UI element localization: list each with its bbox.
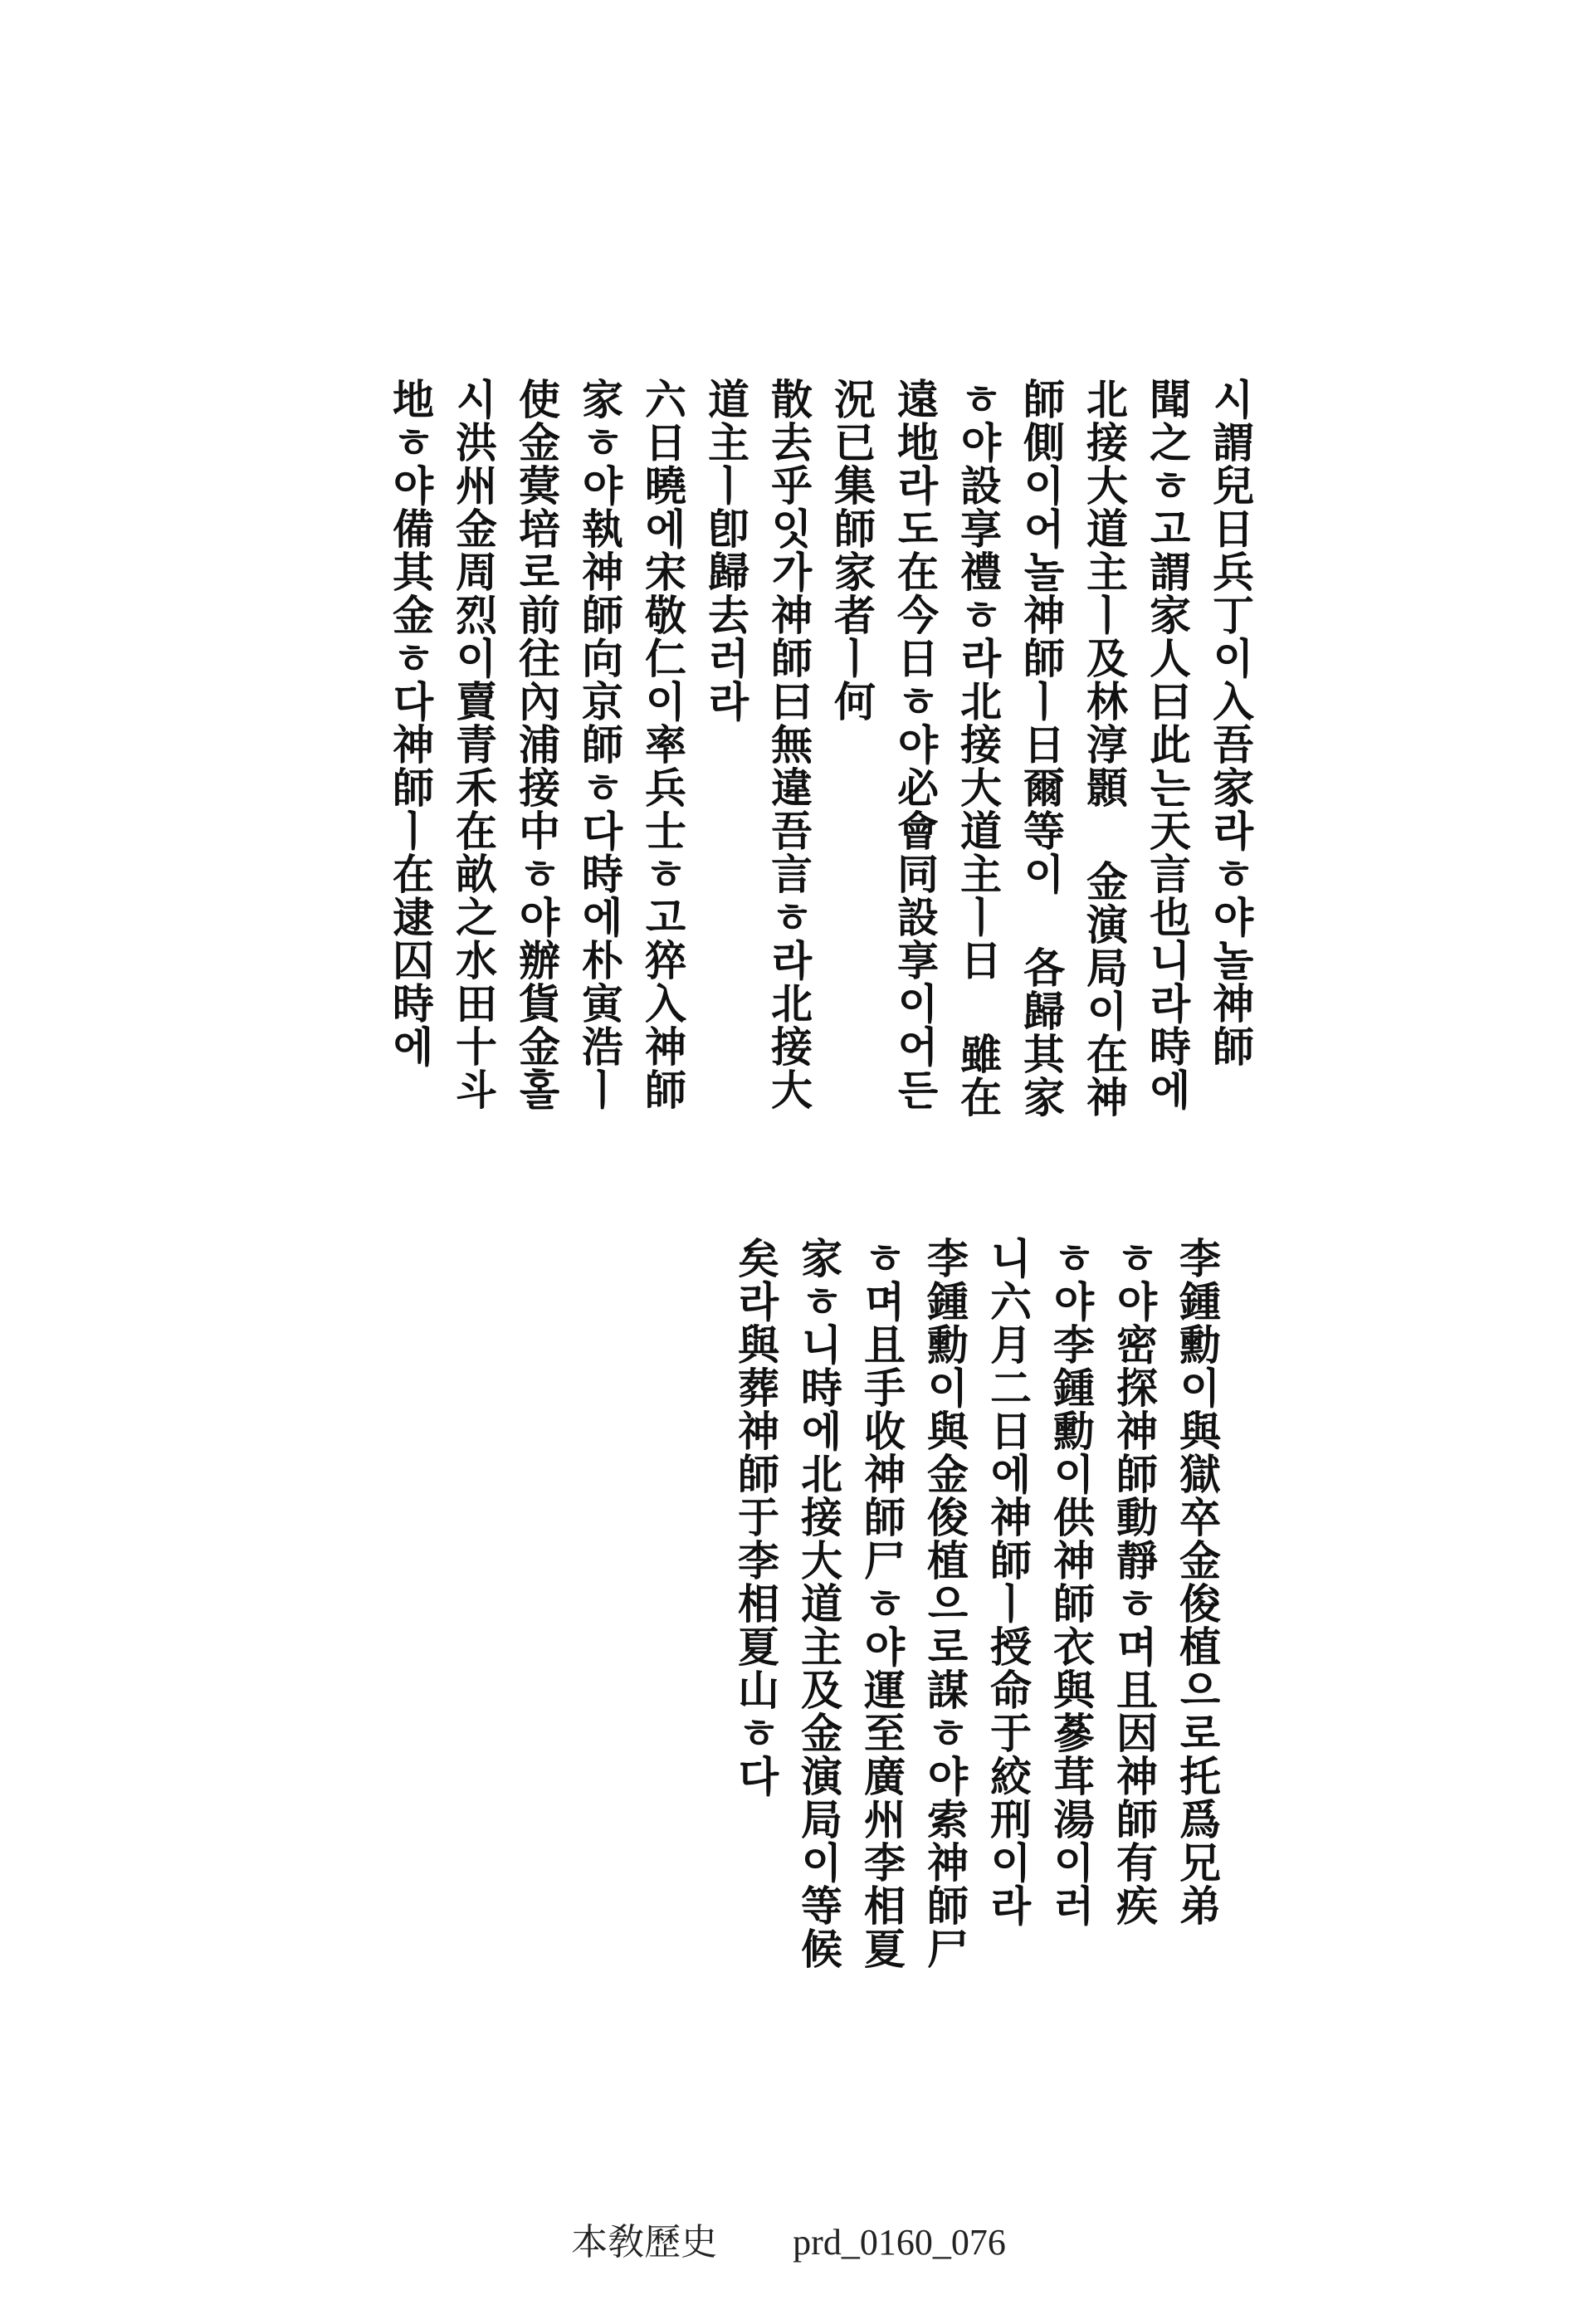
text-column: 北接大道主ㅣ及林淳顥 金演局이在神 [1080,378,1129,1119]
text-column: 李鍾勳이與獄卒金俊植으로托爲兄弟 [1173,1237,1222,1927]
text-column: 師側이어놀神師ㅣ日爾等이 各歸其家 [1017,378,1066,1119]
text-column: 遠地라도在今日ㅎ야必會同設享이어든 [891,378,940,1111]
text-column: 시謂兒日兵丁이入吾家라ㅎ야놀神師 [1206,378,1255,1068]
text-column: 地ㅎ야備其金ㅎ다神師ㅣ在逮囚時에 [386,378,435,1068]
text-column: 矣라與葬神師于李相夏山ㅎ다 [731,1237,780,1798]
text-column: 시洪州金周烈이賣青禾在畝之水田十斗 [449,378,498,1111]
text-column: ㅎ며且手收神師尸ㅎ야運至廣州李相夏 [857,1237,906,1970]
text-column: 家ㅎ야執神師向京師ㅎ다時에朴寅浩ㅣ [575,378,624,1111]
text-column: 使金蓂培로前往內浦接中ㅎ야辦貨金홀 [512,378,561,1111]
page-footer [0,2212,1577,2265]
upper-text-block [349,378,1262,1150]
book-title: 本敎歷史 [571,2222,718,2263]
text-column: 니六月二日에神師ㅣ授命于絞刑이라 [984,1237,1033,1927]
text-column: ㅎ야設享禮ㅎ라北接大道主ㅣ日 雖在 [954,378,1003,1119]
text-column: 散去乎잇가神師曰無違吾言ㅎ라北接大 [764,378,813,1111]
text-column: ㅎ야李鍾勳이供神師衣與蔘茸湯이러 [1047,1237,1096,1927]
text-column: 家ㅎ니時에北接大道主及金演局이等候 [794,1237,843,1970]
text-column: 李鍾勳이與金俊植으로謀ㅎ야索神師尸 [920,1237,969,1970]
page-identifier: prd_0160_076 [793,2222,1006,2263]
text-column: 況已集師家者ㅣ何 [828,378,876,723]
text-column: ㅎ야密探神師動靜ㅎ며且因神師有疾 [1110,1237,1159,1927]
text-column: 道主ㅣ卽歸去러라 [701,378,750,723]
lower-text-block [697,1237,1228,2017]
text-column: 六日曉에宋敬仁이率兵士ㅎ고猝入神師 [638,378,687,1111]
text-column: 聞之ㅎ고謂家人曰此는天言也니라時에 [1143,378,1192,1111]
